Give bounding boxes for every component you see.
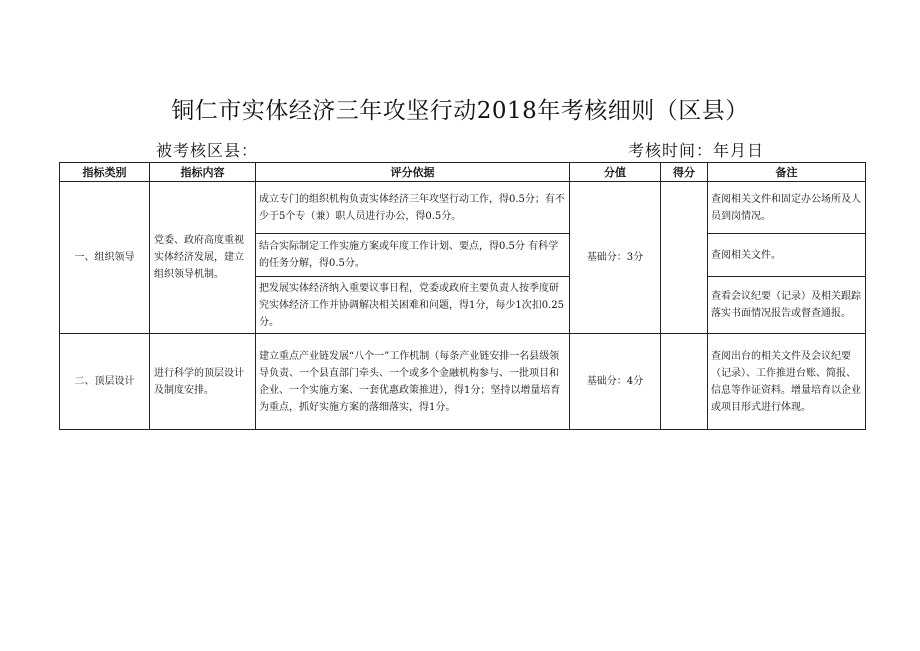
remarks-cell: 查阅相关文件。 [708,234,866,277]
basis-cell: 成立专门的组织机构负责实体经济三年攻坚行动工作，得0.5分；有不少于5个专（兼）职人员进行办公，得0.5分。 [256,182,570,234]
content-cell: 党委、政府高度重视实体经济发展，建立组织领导机制。 [150,182,256,334]
points-cell: 基础分：4分 [570,334,661,430]
assessment-time-label: 考核时间：年月日 [628,141,765,160]
assessment-table [59,162,866,430]
remarks-cell: 查阅相关文件和固定办公场所及人员到岗情况。 [708,182,866,234]
header-basis: 评分依据 [256,163,570,182]
header-category: 指标类别 [60,163,150,182]
basis-cell: 建立重点产业链发展“八个一”工作机制（每条产业链安排一名县级领导负责、一个县直部门牵头、一个或多个金融机构参与、一批项目和企业、一个实施方案、一套优惠政策推进），得1分；坚持以增量培育为重点，抓好实施方案的落细落实，得1分。 [256,334,570,430]
score-cell [661,334,708,430]
document-title: 铜仁市实体经济三年攻坚行动2018年考核细则（区县） [171,98,749,124]
assessed-county-label: 被考核区县： [156,141,259,160]
header-remarks: 备注 [708,163,866,182]
basis-cell: 结合实际制定工作实施方案或年度工作计划、要点，得0.5分 有科学的任务分解，得0.5分。 [256,234,570,277]
table-row [60,334,866,430]
content-cell: 进行科学的顶层设计及制度安排。 [150,334,256,430]
basis-cell: 把发展实体经济纳入重要议事日程，党委或政府主要负责人按季度研究实体经济工作并协调解决相关困难和问题，得1分，每少1次扣0.25分。 [256,277,570,334]
category-cell: 一、组织领导 [60,182,150,334]
header-points: 分值 [570,163,661,182]
remarks-cell: 查阅出台的相关文件及会议纪要（记录）、工作推进台账、简报、信息等作证资料。增量培育以企业或项目形式进行体现。 [708,334,866,430]
remarks-cell: 查看会议纪要（记录）及相关跟踪落实书面情况报告或督查通报。 [708,277,866,334]
table-row [60,182,866,234]
points-cell: 基础分：3分 [570,182,661,334]
score-cell [661,182,708,334]
table-header-row [60,163,866,182]
category-cell: 二、顶层设计 [60,334,150,430]
header-score: 得分 [661,163,708,182]
header-content: 指标内容 [150,163,256,182]
